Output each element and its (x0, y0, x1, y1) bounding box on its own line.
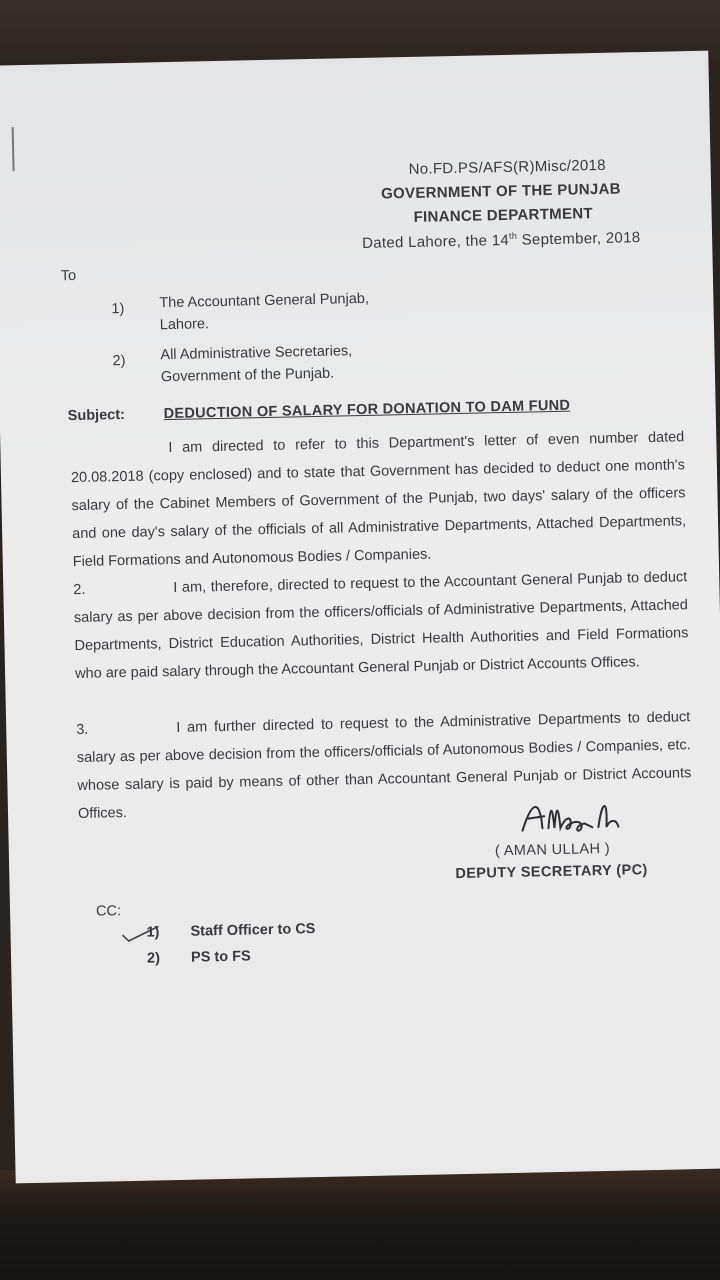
paragraph-1: I am directed to refer to this Department's letter of even number dated 20.08.2018 (copy enclosed) and to state that Government has decided to deduct one month's salary of the Cabinet Members of Government of the Punjab, two days' salary of the officers and one day's salary of the officials of all Administrative Departments, Attached Departments, Field Formations and Autonomous Bodies / Companies. (70, 429, 687, 571)
paragraph-3-number: 3. (76, 721, 89, 739)
cc-label: CC: (95, 903, 122, 920)
background-table-edge (0, 1170, 720, 1280)
cc-2-text: PS to FS (190, 948, 251, 966)
cc-1-number: 1) (146, 924, 160, 941)
paragraph-2: 2. I am, therefore, directed to request to the Accountant General Punjab to deduct salary as per above decision from the officers/officials of Administrative Departments, Attached Departments, District Education Authorities, District Health Authorities and Field Formations who are paid salary through the Accountant General Punjab or District Accounts Offices. (73, 569, 689, 683)
to-label: To (60, 267, 77, 285)
recipient-1-number: 1) (111, 300, 125, 318)
subject-label: Subject: (67, 406, 126, 425)
paragraph-3: 3. I am further directed to request to the Administrative Departments to deduct salary as per above decision from the officers/officials of Autonomous Bodies / Companies, etc. whose salary is paid by means of other than Accountant General Punjab or District Accounts Offices. (76, 709, 692, 823)
recipient-2: All Administrative Secretaries, Government of the Punjab. (160, 343, 353, 386)
cc-1-text: Staff Officer to CS (190, 921, 316, 940)
letter-page (0, 51, 720, 1184)
signatory-name: ( AMAN ULLAH ) (494, 840, 611, 860)
cc-2-number: 2) (146, 950, 161, 967)
paragraph-2-number: 2. (73, 581, 86, 599)
subject-text: DEDUCTION OF SALARY FOR DONATION TO DAM FUND (163, 397, 571, 423)
recipient-2-number: 2) (112, 352, 126, 370)
reference-number: No.FD.PS/AFS(R)Misc/2018 (408, 156, 607, 178)
punch-hole-mark (12, 127, 15, 171)
government-heading: GOVERNMENT OF THE PUNJAB (380, 180, 621, 203)
department-heading: FINANCE DEPARTMENT (413, 205, 594, 226)
recipient-1: The Accountant General Punjab, Lahore. (159, 290, 370, 334)
signatory-title: DEPUTY SECRETARY (PC) (455, 862, 648, 883)
date-line: Dated Lahore, the 14th September, 2018 (361, 229, 641, 252)
